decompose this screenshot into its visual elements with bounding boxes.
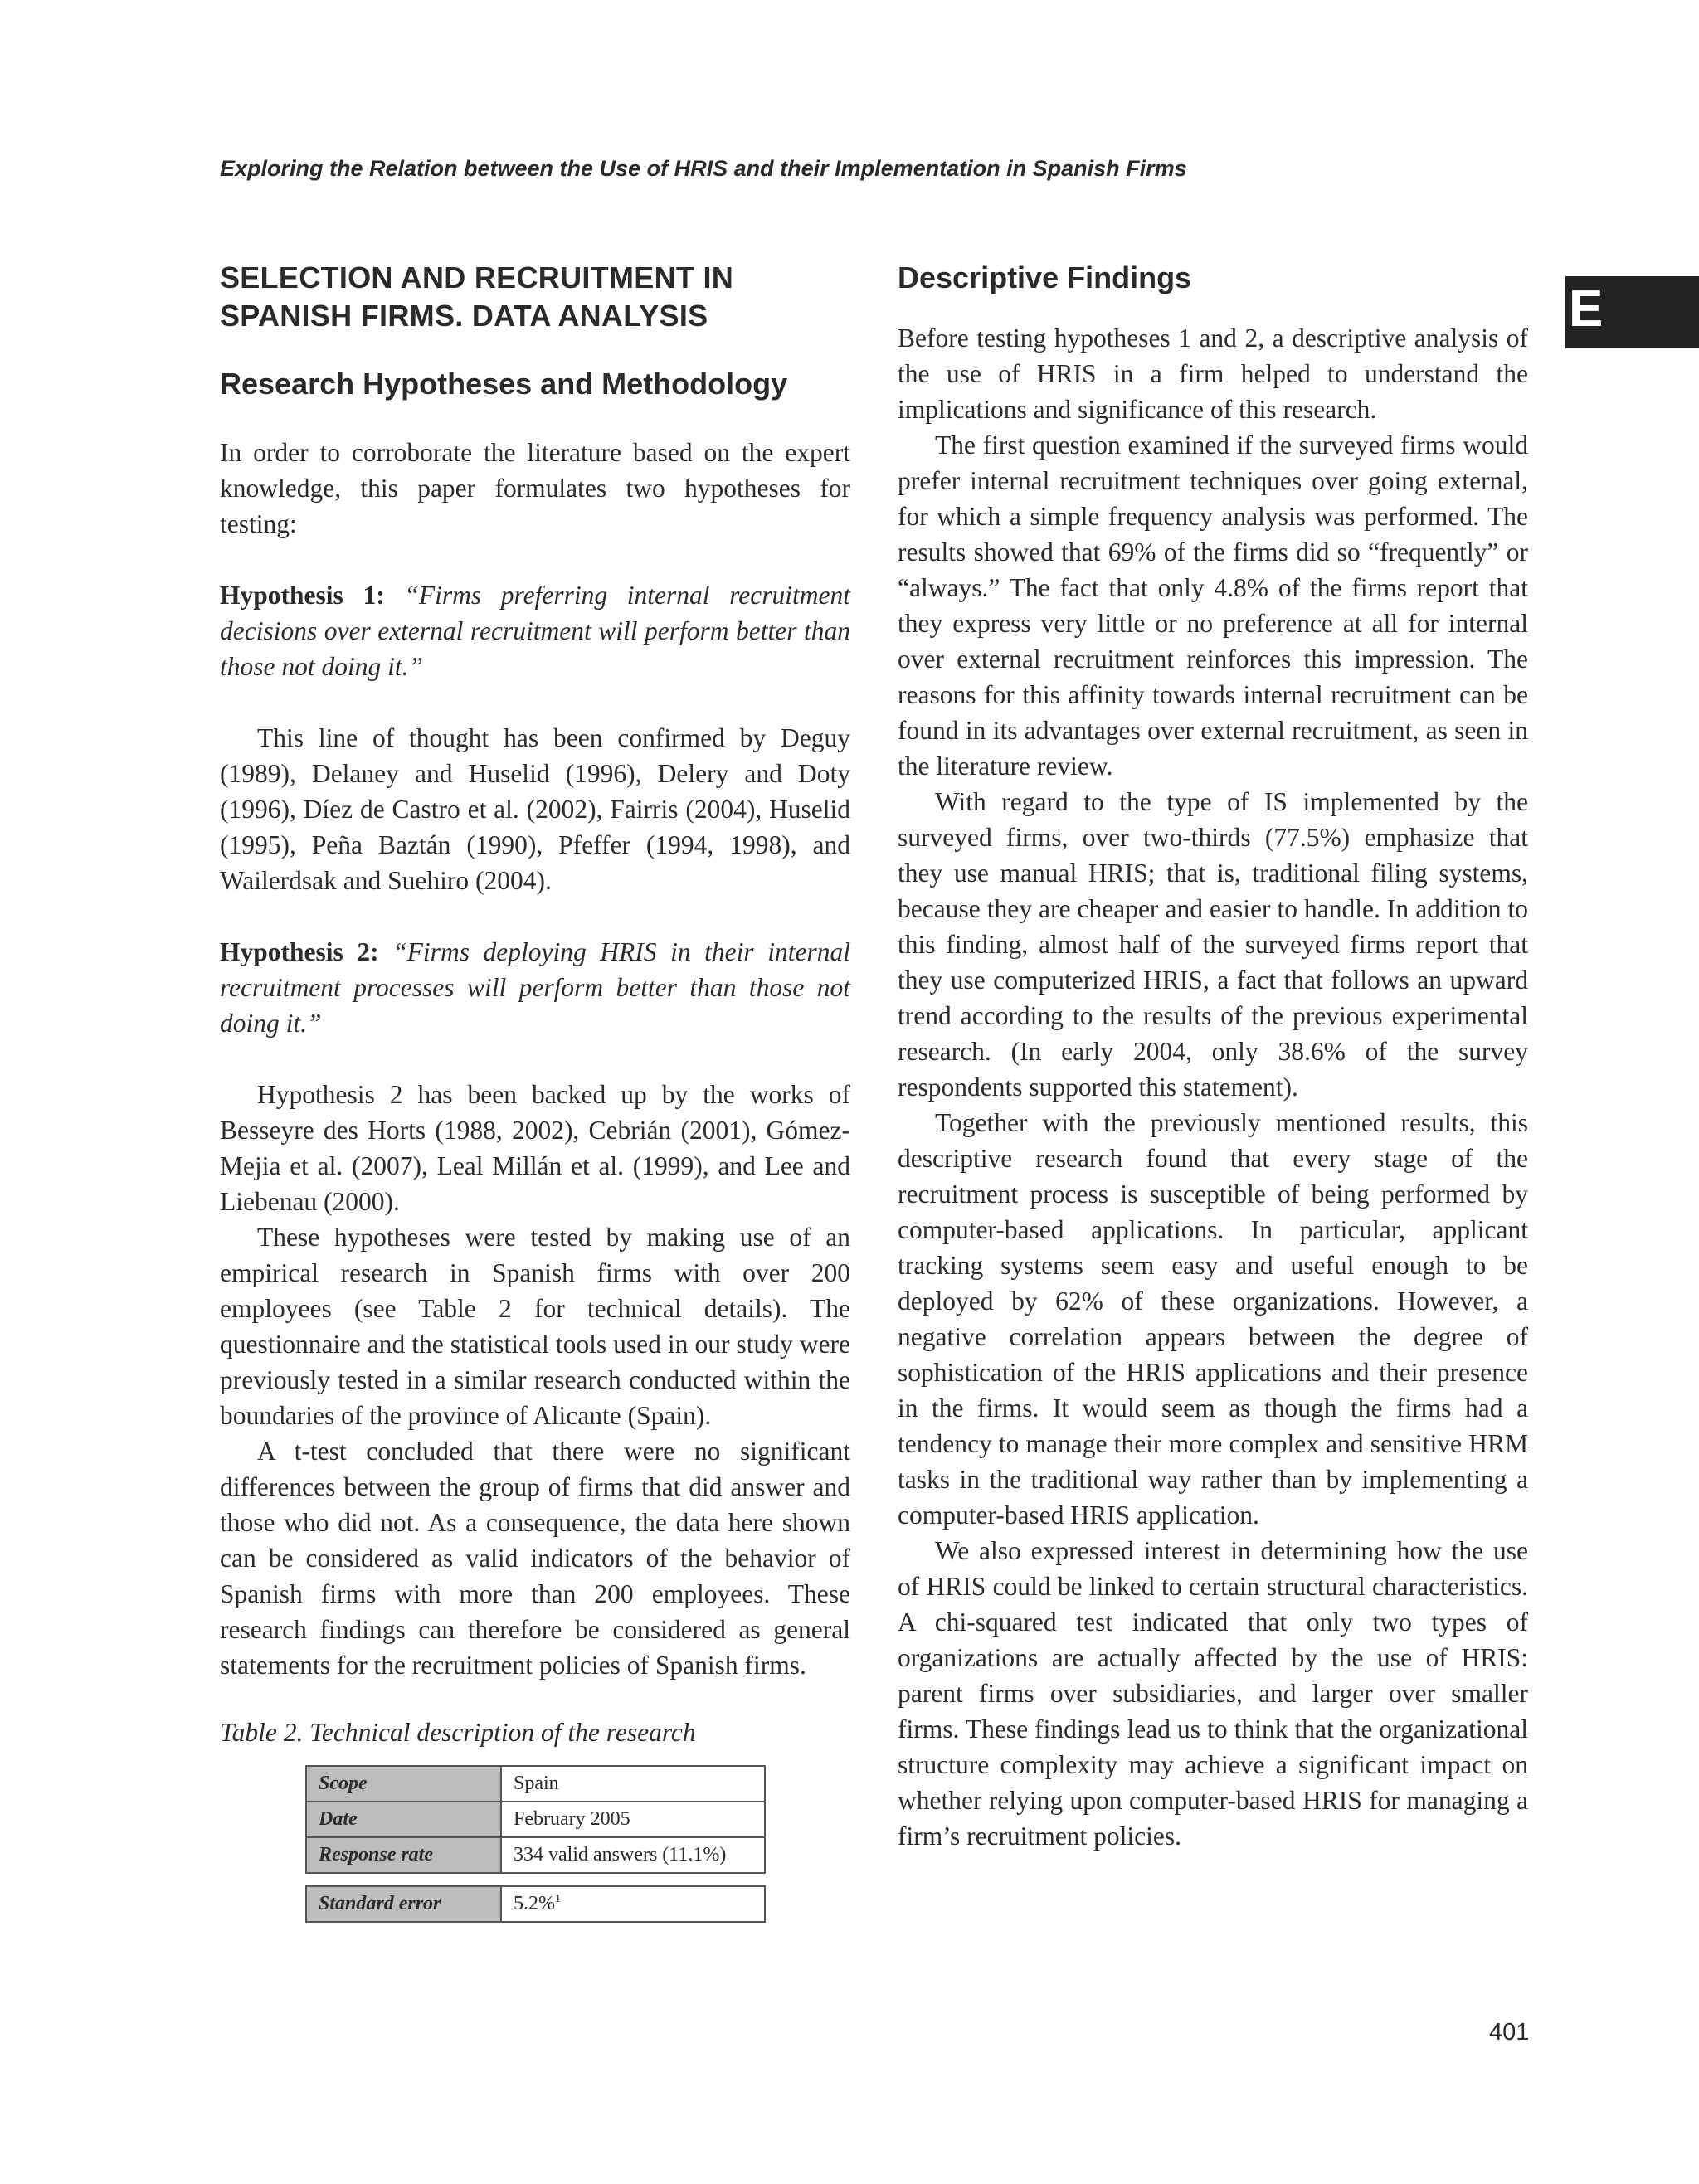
hypothesis-1 xyxy=(220,577,850,684)
table-caption: Table 2. Technical description of the research xyxy=(220,1718,696,1747)
standard-error-table xyxy=(305,1885,766,1923)
section-thumb-tab: E xyxy=(1565,276,1699,348)
hypothesis-2-label: Hypothesis 2: xyxy=(220,937,379,966)
standard-error-value: 5.2% xyxy=(514,1893,555,1914)
hypothesis-1-text: “Firms preferring internal recruitment decisions over external recruitment will perform better than those not doing it.” xyxy=(220,581,850,681)
table-value-cell: 334 valid answers (11.1%) xyxy=(501,1837,765,1873)
section-title xyxy=(220,259,850,335)
findings-paragraph-2: The first question examined if the surveyed firms would prefer internal recruitment techniques over going external, for which a simple frequency analysis was performed. The results showed that 69% of the firms did so “frequently” or “always.” The fact that only 4.8% of the firms report that they express very little or no preference at all for internal over external recruitment reinforces this impression. The reasons for this affinity towards internal recruitment can be found in its advantages over external recruitment, as seen in the literature review. xyxy=(898,430,1528,781)
table-key-cell: Response rate xyxy=(306,1837,501,1873)
section-title-line2: SPANISH FIRMS. DATA ANALYSIS xyxy=(220,299,708,333)
table-row xyxy=(306,1802,765,1837)
descriptive-findings-heading: Descriptive Findings xyxy=(898,260,1192,294)
findings-paragraph-3: With regard to the type of IS implemented by the surveyed firms, over two-thirds (77.5%) emphasize that they use manual HRIS; that is, traditional filing systems, because they are cheaper and easier to handle. In addition to this finding, almost half of the surveyed firms report that they use computerized HRIS, a fact that follows an upward trend according to the results of the previous experimental research. (In early 2004, only 38.6% of the survey respondents supported this statement). xyxy=(898,787,1528,1102)
table-value-cell xyxy=(501,1886,765,1922)
left-column xyxy=(220,259,850,1923)
table-row xyxy=(306,1886,765,1922)
hypothesis-1-label: Hypothesis 1: xyxy=(220,581,385,610)
intro-paragraph: In order to corroborate the literature based on the expert knowledge, this paper formulates two hypotheses for testing: xyxy=(220,438,850,538)
table-key-cell: Scope xyxy=(306,1766,501,1802)
hypothesis-2-support: Hypothesis 2 has been backed up by the works of Besseyre des Horts (1988, 2002), Cebrián (2001), Gómez-Mejia et al. (2007), Leal Millán et al. (1999), and Lee and Liebenau (2000). xyxy=(220,1080,850,1216)
right-column xyxy=(898,259,1528,1854)
page-number: 401 xyxy=(1489,2019,1530,2045)
hypothesis-2-text: “Firms deploying HRIS in their internal recruitment processes will perform better than those not doing it.” xyxy=(220,937,850,1038)
findings-paragraph-5: We also expressed interest in determining how the use of HRIS could be linked to certain structural characteristics. A chi-squared test indicated that only two types of organizations are actually affected by the use of HRIS: parent firms over subsidiaries, and larger over smaller firms. These findings lead us to think that the organizational structure complexity may achieve a significant impact on whether relying upon computer-based HRIS for managing a firm’s recruitment policies. xyxy=(898,1536,1528,1851)
hypothesis-2 xyxy=(220,934,850,1041)
technical-table-wrapper xyxy=(305,1765,850,1923)
table-value-cell: February 2005 xyxy=(501,1802,765,1837)
findings-paragraph-1: Before testing hypotheses 1 and 2, a descriptive analysis of the use of HRIS in a firm helped to understand the implications and significance of this research. xyxy=(898,323,1528,424)
running-head: Exploring the Relation between the Use of HRIS and their Implementation in Spanish Firms xyxy=(220,156,1187,181)
table-row xyxy=(306,1766,765,1802)
methodology-paragraph: These hypotheses were tested by making use of an empirical research in Spanish firms with over 200 employees (see Table 2 for technical details). The questionnaire and the statistical tools used in our study were previously tested in a similar research conducted within the boundaries of the province of Alicante (Spain). xyxy=(220,1223,850,1430)
findings-paragraph-4: Together with the previously mentioned results, this descriptive research found that every stage of the recruitment process is susceptible of being performed by computer-based applications. In particular, applicant tracking systems seem easy and useful enough to be deployed by 62% of these organizations. However, a negative correlation appears between the degree of sophistication of the HRIS applications and their presence in the firms. It would seem as though the firms had a tendency to manage their more complex and sensitive HRM tasks in the traditional way rather than by implementing a computer-based HRIS application. xyxy=(898,1108,1528,1530)
ttest-paragraph: A t-test concluded that there were no significant differences between the group of firms that did answer and those who did not. As a consequence, the data here shown can be considered as valid indicators of the behavior of Spanish firms with more than 200 employees. These research findings can therefore be considered as general statements for the recruitment policies of Spanish firms. xyxy=(220,1437,850,1680)
table-key-cell: Standard error xyxy=(306,1886,501,1922)
hypothesis-1-support: This line of thought has been confirmed by Deguy (1989), Delaney and Huselid (1996), Delery and Doty (1996), Díez de Castro et al. (2002), Fairris (2004), Huselid (1995), Peña Baztán (1990), Pfeffer (1994, 1998), and Wailerdsak and Suehiro (2004). xyxy=(220,723,850,895)
table-key-cell: Date xyxy=(306,1802,501,1837)
footnote-marker: 1 xyxy=(555,1893,561,1905)
technical-description-table xyxy=(305,1765,766,1874)
table-row xyxy=(306,1837,765,1873)
subheading-research-hypotheses: Research Hypotheses and Methodology xyxy=(220,367,788,401)
section-title-line1: SELECTION AND RECRUITMENT IN xyxy=(220,260,734,294)
table-value-cell: Spain xyxy=(501,1766,765,1802)
